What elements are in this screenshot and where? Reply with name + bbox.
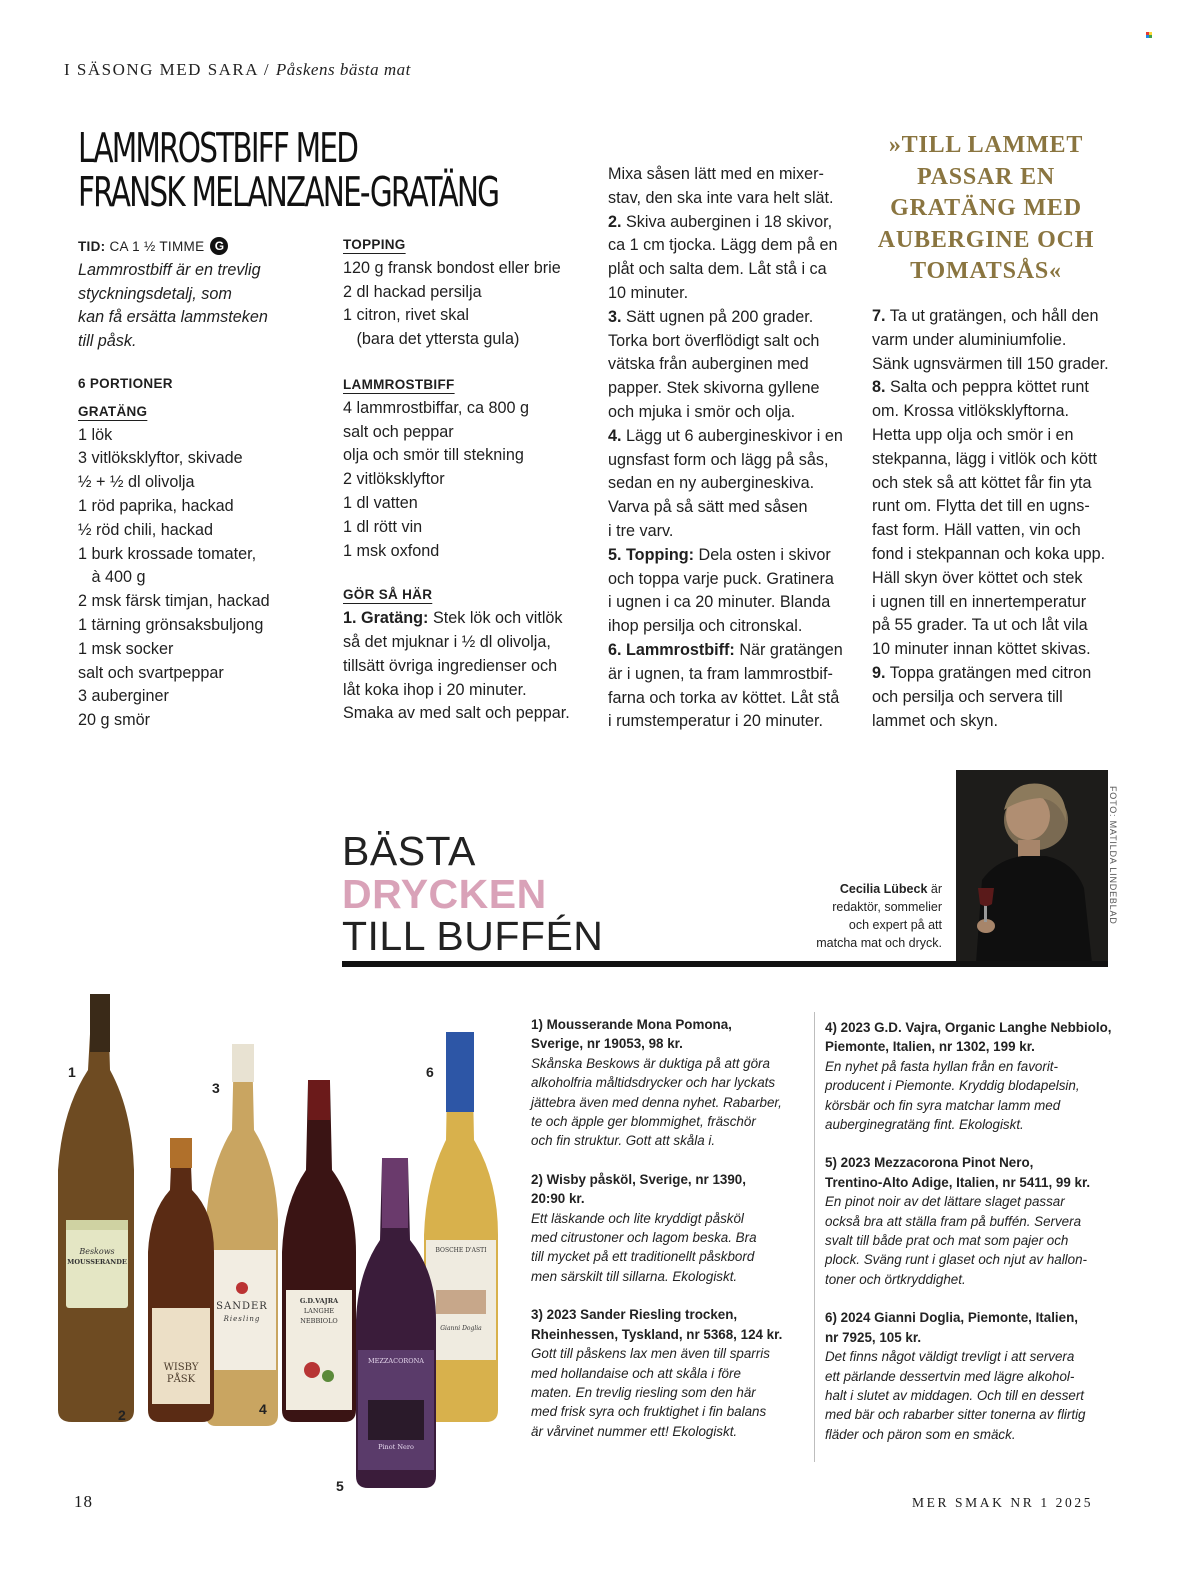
step-text: så det mjuknar i ½ dl olivolja, <box>343 632 551 651</box>
quote-line: »TILL LAMMET <box>888 132 1084 158</box>
step-text: 10 minuter. <box>608 283 689 302</box>
wine-description: Gott till påskens lax men även till sparris <box>531 1346 770 1362</box>
wine-heading: 6) 2024 Gianni Doglia, Piemonte, Italien, <box>825 1310 1079 1326</box>
step-text: Skiva auberginen i 18 skivor, <box>621 212 833 231</box>
bottle-label-text: MEZZACORONA <box>367 1357 425 1365</box>
step-text: tillsätt övriga ingredienser och <box>343 656 558 675</box>
wine-description: auberginegratäng fint. Ekologiskt. <box>825 1117 1024 1133</box>
portions: 6 PORTIONER <box>78 375 173 391</box>
kicker-section: I SÄSONG MED SARA <box>64 60 259 79</box>
intro-line: Lammrostbiff är en trevlig <box>78 260 261 279</box>
portrait-illustration <box>956 770 1108 963</box>
bottle-label-text: G.D.VAJRA <box>299 1297 339 1305</box>
step-text: fond i stekpannan och koka upp. <box>872 544 1106 563</box>
ingredient: salt och peppar <box>343 422 454 441</box>
method-column-4 <box>872 305 1122 733</box>
wine-description: med bär och rabarber sitter tonerna av flirtig <box>825 1407 1086 1423</box>
step-text: på 55 grader. Ta ut och låt vila <box>872 616 1088 635</box>
wine-heading: 3) 2023 Sander Riesling trocken, <box>531 1307 738 1323</box>
bottle-2-label <box>152 1362 210 1386</box>
bottle-label-text: SANDER <box>216 1301 268 1312</box>
time-value: CA 1 ½ TIMME <box>105 239 205 254</box>
ingredient: ½ röd chili, hackad <box>78 520 213 539</box>
topping-heading: TOPPING <box>343 237 406 252</box>
step-text: Smaka av med salt och peppar. <box>343 704 570 723</box>
step-9-number: 9. <box>872 663 886 682</box>
author-line: och expert på att <box>848 918 942 932</box>
wine-heading: 1) Mousserande Mona Pomona, <box>531 1017 732 1032</box>
bottle-4-label <box>286 1296 352 1326</box>
author-line: är <box>927 882 942 896</box>
bottle-number: 5 <box>336 1478 344 1494</box>
ingredient: salt och svartpeppar <box>78 663 224 682</box>
wine-description: te och äpple ger blommighet, fräschör <box>531 1114 756 1130</box>
step-text: runt om. Flytta det till en ugns- <box>872 497 1090 516</box>
wine-description: fläder och päron som en smäck. <box>825 1426 1016 1442</box>
ingredient: 1 dl vatten <box>343 493 418 512</box>
wine-description: Ett läskande och lite kryddigt påsköl <box>531 1210 744 1226</box>
photo-credit: FOTO: MATILDA LINDEBLAD <box>1108 786 1118 925</box>
step-text: Dela osten i skivor <box>694 545 831 564</box>
bottle-label-text: BOSCHE D'ASTI <box>435 1247 487 1254</box>
step-text: varm under aluminiumfolie. <box>872 330 1067 349</box>
wine-description: Det finns något väldigt trevligt i att servera <box>825 1349 1075 1365</box>
pull-quote <box>868 130 1104 288</box>
ingredient: 1 msk socker <box>78 639 174 658</box>
bottle-number: 3 <box>212 1080 220 1096</box>
wine-heading: Piemonte, Italien, nr 1302, 199 kr. <box>825 1039 1035 1055</box>
bottle-number: 4 <box>259 1401 267 1417</box>
step-text: i ugnen till en innertemperatur <box>872 592 1087 611</box>
wine-description: med hollandaise och att skåla i före <box>531 1365 741 1381</box>
wine-heading: Rheinhessen, Tyskland, nr 5368, 124 kr. <box>531 1326 783 1342</box>
wine-entry-2 <box>531 1170 811 1286</box>
step-text: stekpanna, lägg i vitlök och kött <box>872 449 1097 468</box>
magazine-issue: MER SMAK NR 1 2025 <box>912 1495 1094 1510</box>
wine-description: körsbär och fin syra matchar lamm med <box>825 1097 1061 1113</box>
step-text: är i ugnen, ta fram lammrostbif- <box>608 664 833 683</box>
step-4-number: 4. <box>608 426 622 445</box>
page-number: 18 <box>74 1492 93 1511</box>
wine-description: svalt till både prat och mat som pajer och <box>825 1233 1069 1249</box>
step-text: Torka bort överflödigt salt och <box>608 331 820 350</box>
ingredient: 1 lök <box>78 425 113 444</box>
bottle-1 <box>58 994 134 1422</box>
gluten-free-badge-icon: G <box>210 237 228 255</box>
ingredient: 2 msk färsk timjan, hackad <box>78 592 270 611</box>
ingredient: 3 auberginer <box>78 687 169 706</box>
bottle-4 <box>282 1080 356 1422</box>
bottle-5-label <box>358 1356 434 1452</box>
ingredient: à 400 g <box>78 568 146 587</box>
kicker-separator: / <box>258 60 276 79</box>
gratang-ingredient-list <box>78 424 328 733</box>
author-bio <box>790 880 942 952</box>
step-text: papper. Stek skivorna gyllene <box>608 379 820 398</box>
recipe-title <box>78 126 498 214</box>
wine-entry-5 <box>825 1153 1125 1289</box>
ingredients-column-2 <box>343 233 598 726</box>
ingredient: olja och smör till stekning <box>343 446 524 465</box>
wine-description: med frisk syra och fruktighet i fin balans <box>531 1404 767 1420</box>
bottle-label-text: Gianni Doglia <box>440 1325 482 1332</box>
lammrostbiff-heading: LAMMROSTBIFF <box>343 376 455 392</box>
step-text: Toppa gratängen med citron <box>885 663 1092 682</box>
ingredient: 1 msk oxfond <box>343 541 440 560</box>
ingredient: 3 vitlöksklyftor, skivade <box>78 449 243 468</box>
wine-description: är vårvinet nummer ett! Ekologiskt. <box>531 1423 738 1439</box>
step-text: lammet och skyn. <box>872 711 998 730</box>
step-text: om. Krossa vitlöksklyftorna. <box>872 402 1070 421</box>
step-1-number: 1. Gratäng: <box>343 609 429 628</box>
wine-description: jättebra även med denna nyhet. Rabarber, <box>531 1094 782 1110</box>
wine-description: Skånska Beskows är duktiga på att göra <box>531 1055 770 1071</box>
ingredient: 20 g smör <box>78 711 150 730</box>
recipe-intro <box>78 259 328 354</box>
intro-line: kan få ersätta lammsteken <box>78 308 268 327</box>
wine-description: En pinot noir av det lättare slaget passar <box>825 1194 1065 1210</box>
recipe-title-line-2: FRANSK MELANZANE-GRATÄNG <box>78 168 499 216</box>
bottle-label-text: LANGHE NEBBIOLO <box>300 1307 338 1325</box>
step-text: Ta ut gratängen, och håll den <box>885 307 1099 325</box>
bottle-label-text: WISBY <box>163 1362 199 1373</box>
intro-line: styckningsdetalj, som <box>78 284 232 303</box>
step-text: stav, den ska inte vara helt slät. <box>608 188 834 207</box>
drinks-title-line-2: DRYCKEN <box>342 870 547 917</box>
step-text: Sänk ugnsvärmen till 150 grader. <box>872 354 1109 373</box>
step-text: i tre varv. <box>608 521 674 540</box>
print-color-mark-icon <box>1146 32 1152 38</box>
wine-description: men särskilt till sillarna. Ekologiskt. <box>531 1268 738 1284</box>
column-divider <box>814 1012 815 1462</box>
wine-description: alkoholfria måltidsdrycker och har lyckats <box>531 1075 776 1091</box>
drinks-title-line-3: TILL BUFFÉN <box>342 913 604 959</box>
bottle-label-text: MOUSSERANDE <box>67 1258 127 1266</box>
author-portrait <box>956 770 1108 963</box>
intro-line: till påsk. <box>78 332 137 351</box>
ingredient: 4 lammrostbiffar, ca 800 g <box>343 398 529 417</box>
step-text: och toppa varje puck. Gratinera <box>608 569 834 588</box>
step-text: vätska från auberginen med <box>608 355 809 374</box>
bottle-label-text: PÅSK <box>166 1374 196 1385</box>
wine-heading: Sverige, nr 19053, 98 kr. <box>531 1036 683 1052</box>
ingredient: 1 tärning grönsaksbuljong <box>78 615 264 634</box>
wine-description: med citrustoner och lagom beska. Bra <box>531 1230 757 1246</box>
step-text: och stek så att köttet får fin yta <box>872 473 1092 492</box>
drinks-title <box>342 830 603 958</box>
step-text: i rumstemperatur i 20 minuter. <box>608 712 824 731</box>
wine-entry-6 <box>825 1308 1125 1444</box>
bottle-number: 2 <box>118 1407 126 1423</box>
wine-list-left <box>531 1015 811 1460</box>
bottle-label-text: Pinot Nero <box>378 1443 414 1451</box>
step-7-number: 7. <box>872 307 886 325</box>
step-text: Stek lök och vitlök <box>428 609 563 628</box>
bottle-label-text: Riesling <box>223 1315 261 1323</box>
gratang-heading: GRATÄNG <box>78 403 148 419</box>
ingredient: 120 g fransk bondost eller brie <box>343 258 561 277</box>
step-text: ugnsfast form och lägg på sås, <box>608 450 829 469</box>
method-column-3 <box>608 163 858 734</box>
wine-description: till mycket på ett traditionellt påskbord <box>531 1249 755 1265</box>
step-text: Häll skyn över köttet och stek <box>872 568 1083 587</box>
wine-entry-1 <box>531 1015 811 1151</box>
time-label: TID: <box>78 239 106 254</box>
method-heading: GÖR SÅ HÄR <box>343 587 433 603</box>
drinks-title-line-1: BÄSTA <box>342 828 476 874</box>
bottle-number: 6 <box>426 1064 434 1080</box>
author-name: Cecilia Lübeck <box>839 882 928 896</box>
step-text: Lägg ut 6 aubergineskivor i en <box>621 426 843 445</box>
wine-description: halt i slutet av middagen. Och till en dessert <box>825 1387 1085 1403</box>
ingredient: 1 dl rött vin <box>343 517 423 536</box>
wine-entry-4 <box>825 1018 1125 1134</box>
recipe-title-line-1: LAMMROSTBIFF MED <box>78 124 358 172</box>
step-3-number: 3. <box>608 307 622 326</box>
step-text: Varva på så sätt med såsen <box>608 498 808 517</box>
wine-bottles-photo <box>52 990 522 1500</box>
quote-line: PASSAR EN <box>916 163 1056 190</box>
bottle-3 <box>206 1044 278 1426</box>
ingredient: ½ + ½ dl olivolja <box>78 473 195 492</box>
wine-description: också bra att ställa fram på buffén. Servera <box>825 1213 1082 1229</box>
step-text: låt koka ihop i 20 minuter. <box>343 680 527 699</box>
step-text: och mjuka i smör och olja. <box>608 402 796 421</box>
step-text: fast form. Häll vatten, vin och <box>872 521 1081 540</box>
bottle-label-text: Beskows <box>79 1247 115 1256</box>
ingredient: 1 burk krossade tomater, <box>78 544 257 563</box>
wine-description: producent i Piemonte. Kryddig blodapelsin, <box>825 1078 1080 1094</box>
wine-heading: 2) Wisby påsköl, Sverige, nr 1390, <box>531 1171 746 1187</box>
step-text: farna och torka av köttet. Låt stå <box>608 688 840 707</box>
wine-heading: Trentino-Alto Adige, Italien, nr 5411, 99 kr. <box>825 1174 1091 1190</box>
step-text: ca 1 cm tjocka. Lägg dem på en <box>608 236 838 255</box>
bottle-1-label <box>66 1246 128 1268</box>
wine-description: och fin struktur. Gott att skåla i. <box>531 1133 716 1149</box>
wine-description: toner och örtkryddighet. <box>825 1271 966 1287</box>
ingredient: 2 vitlöksklyftor <box>343 470 445 489</box>
ingredient: 1 röd paprika, hackad <box>78 496 234 515</box>
author-line: redaktör, sommelier <box>832 900 942 914</box>
wine-list-right <box>825 1018 1125 1463</box>
quote-line: GRATÄNG MED <box>890 195 1082 221</box>
ingredient: 2 dl hackad persilja <box>343 282 482 301</box>
step-text: och persilja och servera till <box>872 687 1063 706</box>
step-text: När gratängen <box>734 640 843 659</box>
wine-heading: nr 7925, 105 kr. <box>825 1329 922 1345</box>
wine-description: maten. En trevlig riesling som den här <box>531 1384 756 1400</box>
wine-entry-3 <box>531 1305 811 1441</box>
step-text: Hetta upp olja och smör i en <box>872 425 1074 444</box>
step-text: plåt och salta dem. Låt stå i ca <box>608 260 827 279</box>
wine-description: En nyhet på fasta hyllan från en favorit- <box>825 1058 1058 1074</box>
step-2-number: 2. <box>608 212 622 231</box>
wine-description: ett pärlande dessertvin med lägre alkohol- <box>825 1368 1075 1384</box>
step-text: i ugnen i ca 20 minuter. Blanda <box>608 593 831 612</box>
bottle-6-label <box>426 1246 496 1334</box>
step-text: Mixa såsen lätt med en mixer- <box>608 165 824 183</box>
step-5-number: 5. Topping: <box>608 545 695 564</box>
bottle-number: 1 <box>68 1064 76 1080</box>
section-kicker <box>64 60 411 80</box>
bottles-illustration <box>52 990 522 1500</box>
step-text: Sätt ugnen på 200 grader. <box>621 307 814 326</box>
quote-line: AUBERGINE OCH <box>877 226 1095 253</box>
section-divider <box>342 961 1108 967</box>
step-text: ihop persilja och citronskal. <box>608 617 803 636</box>
step-8-number: 8. <box>872 378 886 397</box>
bottle-3-label <box>208 1300 276 1326</box>
wine-description: plock. Sväng runt i glaset och njut av hallon- <box>825 1252 1088 1268</box>
ingredient: (bara det yttersta gula) <box>343 330 520 349</box>
ingredients-column-1 <box>78 235 328 733</box>
ingredient: 1 citron, rivet skal <box>343 306 469 325</box>
kicker-subsection: Påskens bästa mat <box>275 60 411 79</box>
wine-heading: 20:90 kr. <box>531 1191 585 1207</box>
wine-heading: 4) 2023 G.D. Vajra, Organic Langhe Nebbiolo, <box>825 1020 1112 1035</box>
step-text: Salta och peppra köttet runt <box>885 378 1089 397</box>
wine-heading: 5) 2023 Mezzacorona Pinot Nero, <box>825 1155 1034 1171</box>
step-text: 10 minuter innan köttet skivas. <box>872 640 1091 659</box>
step-text: sedan en ny aubergineskiva. <box>608 474 815 493</box>
step-6-number: 6. Lammrostbiff: <box>608 640 735 659</box>
quote-line: TOMATSÅS« <box>910 258 1062 284</box>
author-line: matcha mat och dryck. <box>816 936 942 950</box>
